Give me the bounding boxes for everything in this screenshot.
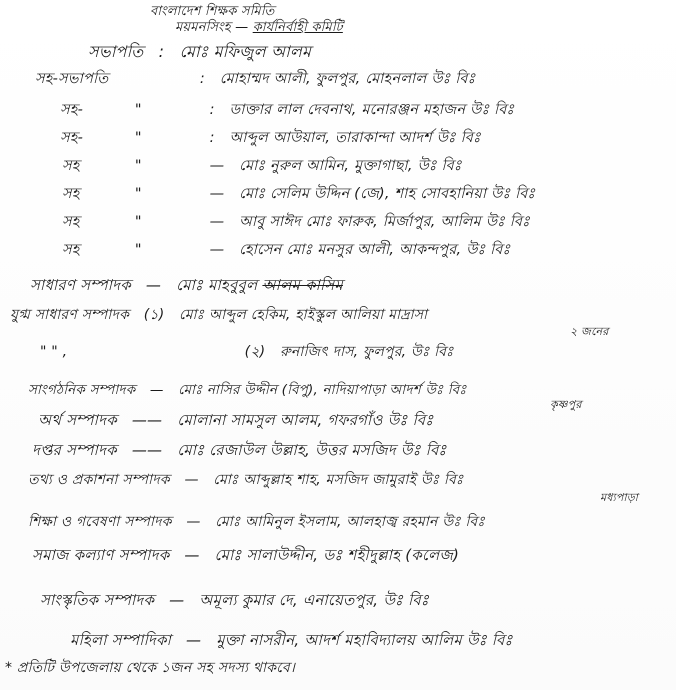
- publicity-secretary-entry: তথ্য ও প্রকাশনা সম্পাদক — মোঃ আব্দুল্লাহ শাহ, মসজিদ জামুরাই উঃ বিঃ: [28, 472, 464, 488]
- women-role: মহিলা সম্পাদিকা: [70, 631, 172, 649]
- organizing-role: সাংগঠনিক সম্পাদক: [28, 382, 136, 398]
- organizing-secretary-entry: সাংগঠনিক সম্পাদক — মোঃ নাসির উদ্দীন (বিপু), নাদিয়াপাড়া আদর্শ উঃ বিঃ: [28, 382, 467, 398]
- vice-president-entry: সহ-সভাপতি : মোহাম্মদ আলী, ফুলপুর, মোহনলাল উঃ বিঃ: [35, 71, 476, 87]
- vp-role: সহ: [62, 158, 80, 174]
- office-role: দপ্তর সম্পাদক: [32, 441, 117, 459]
- organizing-note: কৃষ্ণপুর: [550, 398, 582, 411]
- vice-president-entry: সহ " — মোঃ সেলিম উদ্দিন (জে), শাহ সোবহানিয়া উঃ বিঃ: [62, 186, 536, 202]
- joint-secretary-name: রুনাজিৎ দাস, ফুলপুর, উঃ বিঃ: [279, 344, 454, 360]
- vice-president-entry: সহ- " : ডাক্তার লাল দেবনাথ, মনোরঞ্জন মহাজন উঃ বিঃ: [60, 102, 515, 118]
- president-role: সভাপতি: [88, 42, 144, 61]
- vp-name: ডাক্তার লাল দেবনাথ, মনোরঞ্জন মহাজন উঃ বিঃ: [229, 102, 515, 118]
- organizing-name: মোঃ নাসির উদ্দীন (বিপু), নাদিয়াপাড়া আদর্শ উঃ বিঃ: [178, 382, 467, 398]
- vp-name: হোসেন মোঃ মনসুর আলী, আকন্দপুর, উঃ বিঃ: [239, 242, 511, 258]
- vp-role: সহ: [62, 242, 80, 258]
- president-entry: সভাপতি : মোঃ মফিজুল আলম: [88, 42, 312, 61]
- ditto-mark: ": [134, 130, 142, 146]
- ditto-mark: ": [134, 186, 142, 202]
- joint-secretary-entry: " " , (২) রুনাজিৎ দাস, ফুলপুর, উঃ বিঃ: [40, 344, 454, 360]
- struck-text: আলম কাসিম: [262, 276, 343, 294]
- vp-name: মোঃ সেলিম উদ্দিন (জে), শাহ সোবহানিয়া উঃ বিঃ: [239, 186, 536, 202]
- ditto-mark: ": [134, 214, 142, 230]
- publicity-role: তথ্য ও প্রকাশনা সম্পাদক: [28, 472, 170, 488]
- publicity-note: মধ্যপাড়া: [600, 491, 638, 504]
- women-name: মুক্তা নাসরীন, আদর্শ মহাবিদ্যালয় আলিম উঃ বিঃ: [216, 631, 513, 649]
- joint-secretary-number: ২: [250, 344, 260, 360]
- culture-name: অমূল্য কুমার দে, এনায়েতপুর, উঃ বিঃ: [199, 591, 429, 609]
- education-secretary-entry: শিক্ষা ও গবেষণা সম্পাদক — মোঃ আমিনুল ইসলাম, আলহাজ্ব রহমান উঃ বিঃ: [28, 514, 485, 530]
- secretary-entry: সাধারণ সম্পাদক — মোঃ মাহবুবুল আলম কাসিম: [30, 276, 343, 294]
- joint-secretary-role: যুগ্ম সাধারণ সম্পাদক: [10, 307, 130, 323]
- women-secretary-entry: মহিলা সম্পাদিকা — মুক্তা নাসরীন, আদর্শ মহাবিদ্যালয় আলিম উঃ বিঃ: [70, 631, 513, 649]
- vp-role: সহ: [62, 186, 80, 202]
- vp-role: সহ-সভাপতি: [35, 71, 109, 87]
- ditto-mark: ": [134, 102, 142, 118]
- header-committee: কার্যনির্বাহী কমিটি: [252, 20, 343, 35]
- joint-secretary-note: ২ জনের: [570, 325, 609, 338]
- vp-name: আব্দুল আউয়াল, তারাকান্দা আদর্শ উঃ বিঃ: [229, 130, 481, 146]
- vice-president-entry: সহ- " : আব্দুল আউয়াল, তারাকান্দা আদর্শ উঃ বিঃ: [60, 130, 481, 146]
- vice-president-entry: সহ " — আবু সাঈদ মোঃ ফারুক, মির্জাপুর, আলিম উঃ বিঃ: [62, 214, 530, 230]
- welfare-name: মোঃ সালাউদ্দীন, ডঃ শহীদুল্লাহ (কলেজ): [214, 546, 460, 564]
- header-line-2: [175, 18, 343, 38]
- header-line-1: বাংলাদেশ শিক্ষক সমিতি: [150, 4, 275, 19]
- office-secretary-entry: দপ্তর সম্পাদক —— মোঃ রেজাউল উল্লাহ, উত্তর মসজিদ উঃ বিঃ: [32, 441, 447, 459]
- vice-president-entry: সহ " — হোসেন মোঃ মনসুর আলী, আকন্দপুর, উঃ বিঃ: [62, 242, 511, 258]
- vice-president-entry: সহ " — মোঃ নুরুল আমিন, মুক্তাগাছা, উঃ বিঃ: [62, 158, 462, 174]
- welfare-secretary-entry: সমাজ কল্যাণ সম্পাদক — মোঃ সালাউদ্দীন, ডঃ শহীদুল্লাহ (কলেজ): [32, 546, 460, 564]
- ditto-mark: " " ,: [40, 344, 68, 360]
- secretary-name: মোঃ মাহবুবুল আলম কাসিম: [176, 276, 343, 294]
- culture-secretary-entry: সাংস্কৃতিক সম্পাদক — অমূল্য কুমার দে, এনায়েতপুর, উঃ বিঃ: [40, 591, 429, 609]
- footnote-mark: *: [5, 660, 13, 676]
- joint-secretary-entry: যুগ্ম সাধারণ সম্পাদক (১) মোঃ আব্দুল হেকিম, হাইস্কুল আলিয়া মাদ্রাসা: [10, 307, 428, 323]
- vp-name: আবু সাঈদ মোঃ ফারুক, মির্জাপুর, আলিম উঃ বিঃ: [239, 214, 530, 230]
- ditto-mark: ": [134, 242, 142, 258]
- welfare-role: সমাজ কল্যাণ সম্পাদক: [32, 546, 170, 564]
- vp-role: সহ: [62, 214, 80, 230]
- education-name: মোঃ আমিনুল ইসলাম, আলহাজ্ব রহমান উঃ বিঃ: [215, 514, 485, 530]
- finance-name: মোলানা সামসুল আলম, গফরগাঁও উঃ বিঃ: [177, 411, 434, 429]
- footnote-text: প্রতিটি উপজেলায় থেকে ১জন সহ সদস্য থাকবে।: [16, 660, 296, 676]
- publicity-name: মোঃ আব্দুল্লাহ শাহ, মসজিদ জামুরাই উঃ বিঃ: [213, 472, 464, 488]
- office-name: মোঃ রেজাউল উল্লাহ, উত্তর মসজিদ উঃ বিঃ: [177, 441, 447, 459]
- footnote: [5, 658, 295, 678]
- culture-role: সাংস্কৃতিক সম্পাদক: [40, 591, 155, 609]
- header-district: ময়মনসিংহ —: [175, 20, 249, 35]
- education-role: শিক্ষা ও গবেষণা সম্পাদক: [28, 514, 172, 530]
- finance-secretary-entry: অর্থ সম্পাদক —— মোলানা সামসুল আলম, গফরগাঁও উঃ বিঃ: [38, 411, 434, 429]
- vp-name: মোহাম্মদ আলী, ফুলপুর, মোহনলাল উঃ বিঃ: [219, 71, 476, 87]
- joint-secretary-number: ১: [149, 307, 159, 323]
- president-name: মোঃ মফিজুল আলম: [179, 42, 312, 61]
- vp-name: মোঃ নুরুল আমিন, মুক্তাগাছা, উঃ বিঃ: [239, 158, 462, 174]
- ditto-mark: ": [134, 158, 142, 174]
- vp-role: সহ-: [60, 130, 84, 146]
- secretary-role: সাধারণ সম্পাদক: [30, 276, 131, 294]
- finance-role: অর্থ সম্পাদক: [38, 411, 117, 429]
- joint-secretary-name: মোঃ আব্দুল হেকিম, হাইস্কুল আলিয়া মাদ্রাসা: [179, 307, 428, 323]
- vp-role: সহ-: [60, 102, 84, 118]
